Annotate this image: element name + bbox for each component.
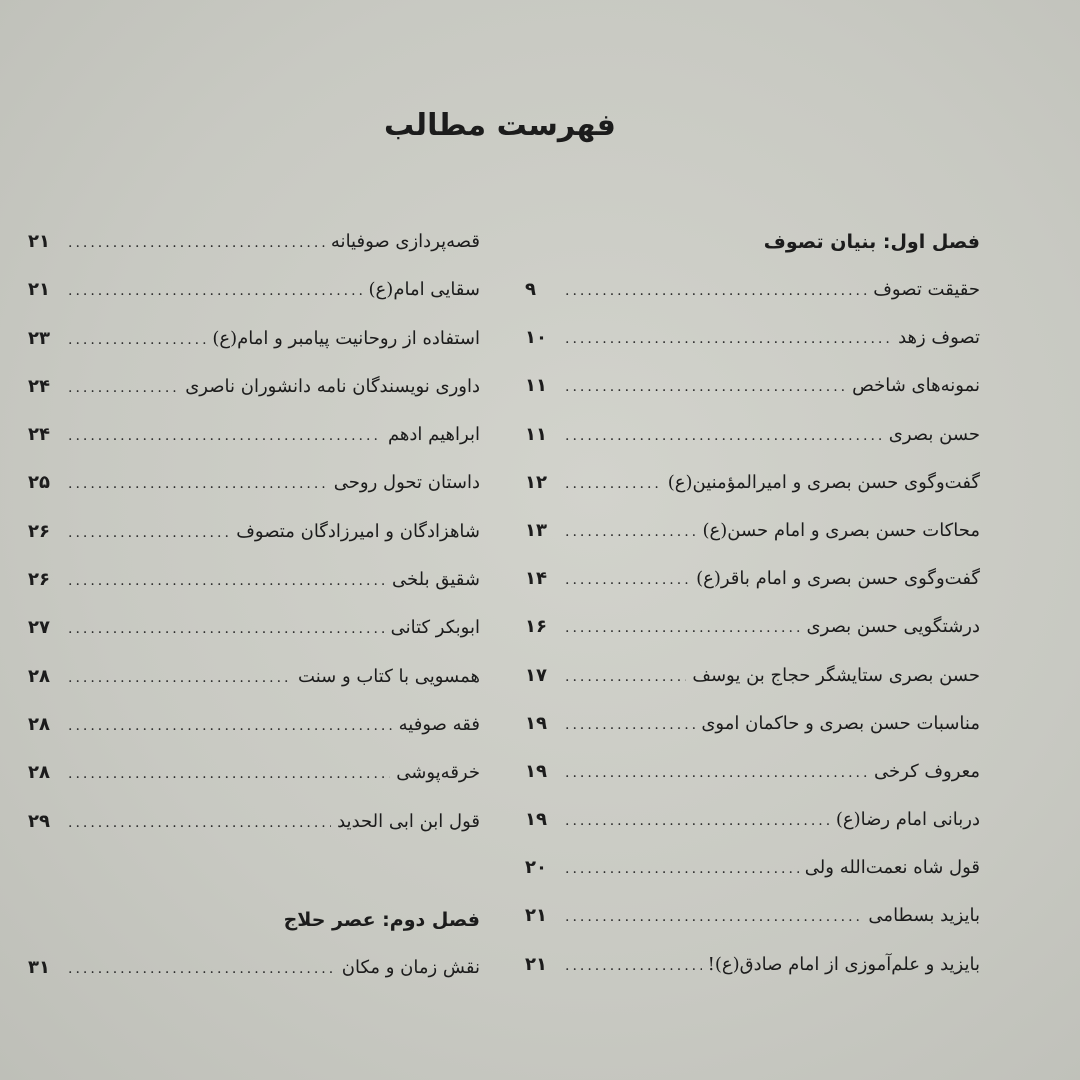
toc-entry-label: محاکات حسن بصری و امام حسن(ع) <box>702 519 980 541</box>
toc-entry <box>28 459 480 507</box>
toc-page-number: ۱۱ <box>525 375 547 397</box>
dot-leader <box>68 460 328 508</box>
dot-leader <box>565 845 799 893</box>
dot-leader <box>565 460 662 508</box>
toc-page-number: ۱۹ <box>525 712 547 734</box>
toc-page-number: ۲۱ <box>28 279 50 301</box>
section-spacer <box>28 846 480 896</box>
dot-leader <box>68 412 382 460</box>
toc-entry-label: داوری نویسندگان نامه دانشوران ناصری <box>185 375 480 397</box>
dot-leader <box>565 749 868 797</box>
toc-page-number: ۱۰ <box>525 327 547 349</box>
dot-leader <box>565 556 690 604</box>
toc-entry-label: فقه صوفیه <box>398 713 480 735</box>
toc-entry-label: حسن بصری <box>888 423 980 445</box>
toc-entry <box>525 700 980 748</box>
dot-leader <box>68 654 292 702</box>
dot-leader <box>68 509 230 557</box>
toc-entry <box>525 941 980 989</box>
toc-entry <box>525 411 980 459</box>
toc-entry-label: قول شاه نعمت‌الله ولی <box>804 857 980 879</box>
toc-page-number: ۲۴ <box>28 375 50 397</box>
toc-page-number: ۲۱ <box>28 231 50 252</box>
toc-entry <box>28 508 480 556</box>
toc-entry <box>28 411 480 459</box>
toc-page-number: ۲۱ <box>525 953 547 975</box>
toc-entry <box>28 749 480 797</box>
toc-entry-label: همسویی با کتاب و سنت <box>298 665 480 687</box>
toc-page-number: ۲۶ <box>28 569 50 591</box>
toc-entry <box>525 844 980 892</box>
toc-entry-label: ابراهیم ادهم <box>387 424 480 446</box>
chapter-heading: فصل اول: بنیان تصوف <box>763 231 980 253</box>
toc-page-number: ۱۷ <box>525 664 547 686</box>
toc-entry <box>525 459 980 507</box>
toc-page-number: ۲۸ <box>28 665 50 687</box>
toc-page-number: ۲۵ <box>28 472 50 494</box>
toc-entry-label: شقیق بلخی <box>392 569 480 591</box>
toc-page-number: ۲۴ <box>28 424 50 446</box>
toc-entry-label: تصوف زهد <box>898 327 980 349</box>
toc-entry <box>28 218 480 266</box>
toc-page-number: ۲۷ <box>28 617 50 639</box>
toc-entry <box>525 555 980 603</box>
toc-entry <box>525 314 980 362</box>
toc-entry <box>525 362 980 410</box>
dot-leader <box>68 702 393 750</box>
toc-entry-label: درشتگویی حسن بصری <box>806 616 980 638</box>
toc-entry <box>28 701 480 749</box>
toc-entry <box>28 363 480 411</box>
dot-leader <box>68 316 206 364</box>
toc-entry <box>525 652 980 700</box>
toc-entry-label: مناسبات حسن بصری و حاکمان اموی <box>701 712 980 734</box>
toc-entry-label: ابوبکر کتانی <box>390 617 480 639</box>
toc-page-number: ۹ <box>525 279 536 300</box>
toc-page-number: ۱۲ <box>525 471 547 493</box>
toc-page-number: ۱۶ <box>525 616 547 638</box>
dot-leader <box>68 267 363 315</box>
toc-entry-label: سقایی امام(ع) <box>368 279 480 301</box>
toc-entry-label: شاهزادگان و امیرزادگان متصوف <box>236 520 480 542</box>
toc-entry <box>525 796 980 844</box>
dot-leader <box>565 797 830 845</box>
toc-entry-label: گفت‌وگوی حسن بصری و امام باقر(ع) <box>696 568 980 590</box>
toc-page-number: ۱۹ <box>525 809 547 831</box>
dot-leader <box>68 945 336 993</box>
toc-page-number: ۲۸ <box>28 713 50 735</box>
dot-leader <box>68 557 386 605</box>
toc-entry-label: دربانی امام رضا(ع) <box>835 809 980 831</box>
toc-entry <box>28 944 480 992</box>
toc-entry-label: حسن بصری ستایشگر حجاج بن یوسف <box>692 664 980 686</box>
toc-page-number: ۲۳ <box>28 327 50 349</box>
dot-leader <box>565 604 801 652</box>
toc-entry <box>28 604 480 652</box>
dot-leader <box>68 605 385 653</box>
toc-page-number: ۱۴ <box>525 568 547 590</box>
toc-entry-label: بایزید بسطامی <box>868 905 980 927</box>
dot-leader <box>68 799 331 847</box>
toc-entry <box>28 798 480 846</box>
toc-page-number: ۲۱ <box>525 905 547 927</box>
dot-leader <box>565 653 686 701</box>
dot-leader <box>565 363 846 411</box>
toc-page-number: ۱۱ <box>525 423 547 445</box>
toc-entry-label: داستان تحول روحی <box>333 472 480 494</box>
dot-leader <box>565 508 696 556</box>
toc-entry-label: معروف کرخی <box>874 760 980 782</box>
toc-entry <box>28 266 480 314</box>
toc-entry-label: استفاده از روحانیت پیامبر و امام(ع) <box>212 327 480 349</box>
toc-entry-label: خرقه‌پوشی <box>396 762 480 784</box>
dot-leader <box>68 219 325 267</box>
dot-leader <box>565 412 883 460</box>
page-title: فهرست مطالب <box>384 108 616 143</box>
toc-entry-label: نمونه‌های شاخص <box>852 375 980 397</box>
toc-entry-label: نقش زمان و مکان <box>341 956 480 978</box>
toc-page-number: ۳۱ <box>28 956 50 978</box>
toc-entry <box>28 315 480 363</box>
toc-entry <box>28 556 480 604</box>
toc-page-number: ۱۹ <box>525 760 547 782</box>
toc-entry <box>28 653 480 701</box>
toc-entry-label: قصه‌پردازی صوفیانه <box>330 231 480 252</box>
toc-page-number: ۲۰ <box>525 857 547 879</box>
toc-page-number: ۲۶ <box>28 520 50 542</box>
toc-entry-label: گفت‌وگوی حسن بصری و امیرالمؤمنین(ع) <box>667 471 980 493</box>
toc-entry <box>525 892 980 940</box>
toc-entry-label: بایزید و علم‌آموزی از امام صادق(ع)! <box>707 953 980 975</box>
dot-leader <box>68 364 179 412</box>
toc-entry-label: حقیقت تصوف <box>873 279 980 300</box>
dot-leader <box>565 701 695 749</box>
toc-column-right <box>525 218 980 989</box>
dot-leader <box>565 315 892 363</box>
toc-entry <box>525 603 980 651</box>
toc-entry <box>525 507 980 555</box>
toc-page-number: ۱۳ <box>525 519 547 541</box>
toc-column-left <box>28 218 480 992</box>
dot-leader <box>565 267 867 315</box>
toc-entry-label: قول ابن ابی الحدید <box>337 810 480 832</box>
toc-entry <box>525 266 980 314</box>
toc-page-number: ۲۹ <box>28 810 50 832</box>
dot-leader <box>565 942 702 990</box>
toc-entry <box>525 748 980 796</box>
toc-page-number: ۲۸ <box>28 762 50 784</box>
dot-leader <box>565 893 862 941</box>
chapter-heading: فصل دوم: عصر حلاج <box>283 908 480 931</box>
dot-leader <box>68 750 390 798</box>
